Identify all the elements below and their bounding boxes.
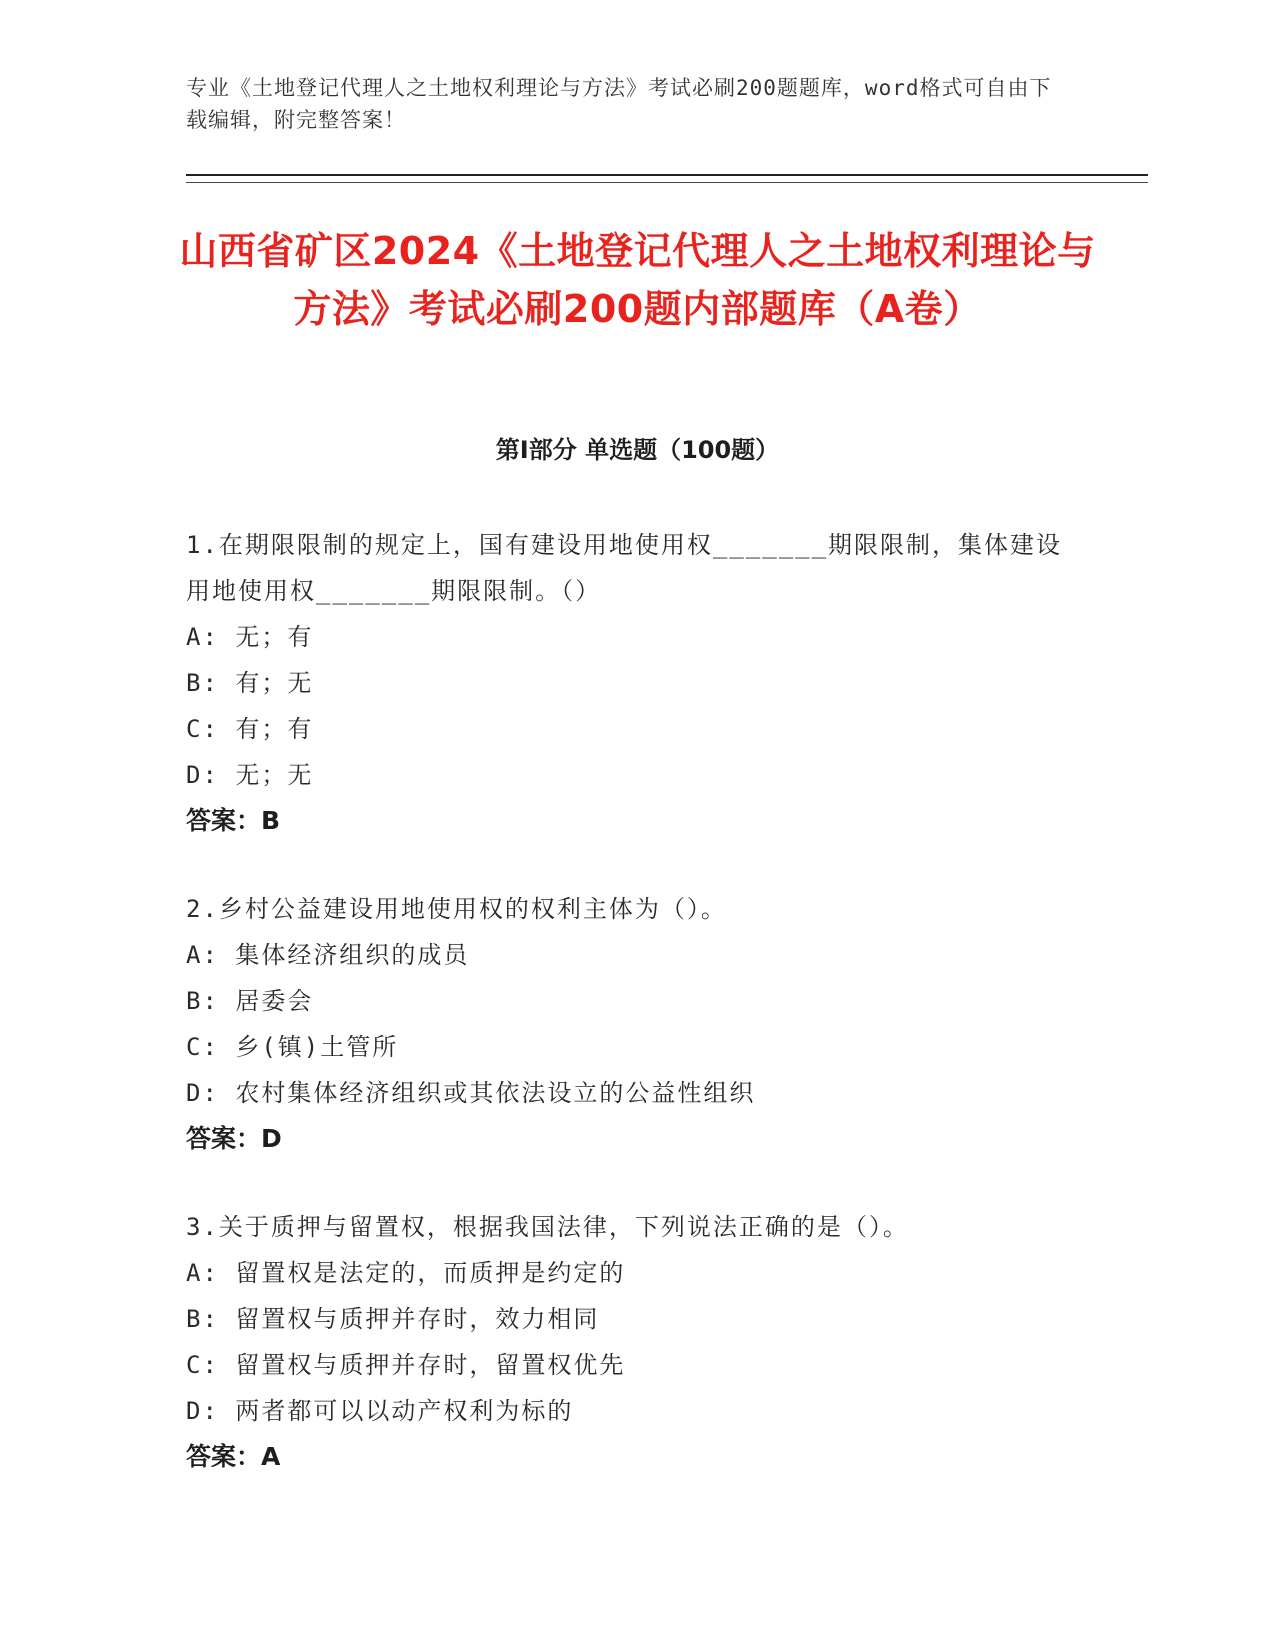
option-d: D: 农村集体经济组织或其依法设立的公益性组织 xyxy=(186,1079,756,1107)
question-item xyxy=(186,522,1086,844)
option-d: D: 两者都可以以动产权利为标的 xyxy=(186,1397,574,1425)
question-stem: 3.关于质押与留置权，根据我国法律，下列说法正确的是（）。 xyxy=(186,1213,909,1241)
answer-line: 答案：D xyxy=(186,1124,282,1153)
section-heading: 第Ⅰ部分 单选题（100题） xyxy=(495,436,780,464)
option-b: B: 有；无 xyxy=(186,669,314,697)
option-d: D: 无；无 xyxy=(186,761,314,789)
header-divider-thick xyxy=(186,174,1148,176)
option-b: B: 居委会 xyxy=(186,987,314,1015)
question-stem: 2.乡村公益建设用地使用权的权利主体为（）。 xyxy=(186,895,727,923)
question-stem: 1.在期限限制的规定上，国有建设用地使用权_______期限限制，集体建设用地使用权_______期限限制。（） xyxy=(186,531,1063,605)
answer-line: 答案：A xyxy=(186,1442,281,1471)
option-c: C: 乡(镇)土管所 xyxy=(186,1033,399,1061)
document-title: 山西省矿区2024《土地登记代理人之土地权利理论与方法》考试必刷200题内部题库（A卷） xyxy=(179,229,1096,331)
option-b: B: 留置权与质押并存时，效力相同 xyxy=(186,1305,600,1333)
question-list xyxy=(186,522,1086,1522)
option-a: A: 无；有 xyxy=(186,623,314,651)
option-a: A: 集体经济组织的成员 xyxy=(186,941,470,969)
answer-line: 答案：B xyxy=(186,806,281,835)
question-item xyxy=(186,886,1086,1162)
option-c: C: 留置权与质押并存时，留置权优先 xyxy=(186,1351,626,1379)
option-c: C: 有；有 xyxy=(186,715,314,743)
header-note: 专业《土地登记代理人之土地权利理论与方法》考试必刷200题题库，word格式可自由下载编辑，附完整答案！ xyxy=(186,76,1052,132)
option-a: A: 留置权是法定的，而质押是约定的 xyxy=(186,1259,626,1287)
question-item xyxy=(186,1204,1086,1480)
header-divider-thin xyxy=(186,182,1148,183)
